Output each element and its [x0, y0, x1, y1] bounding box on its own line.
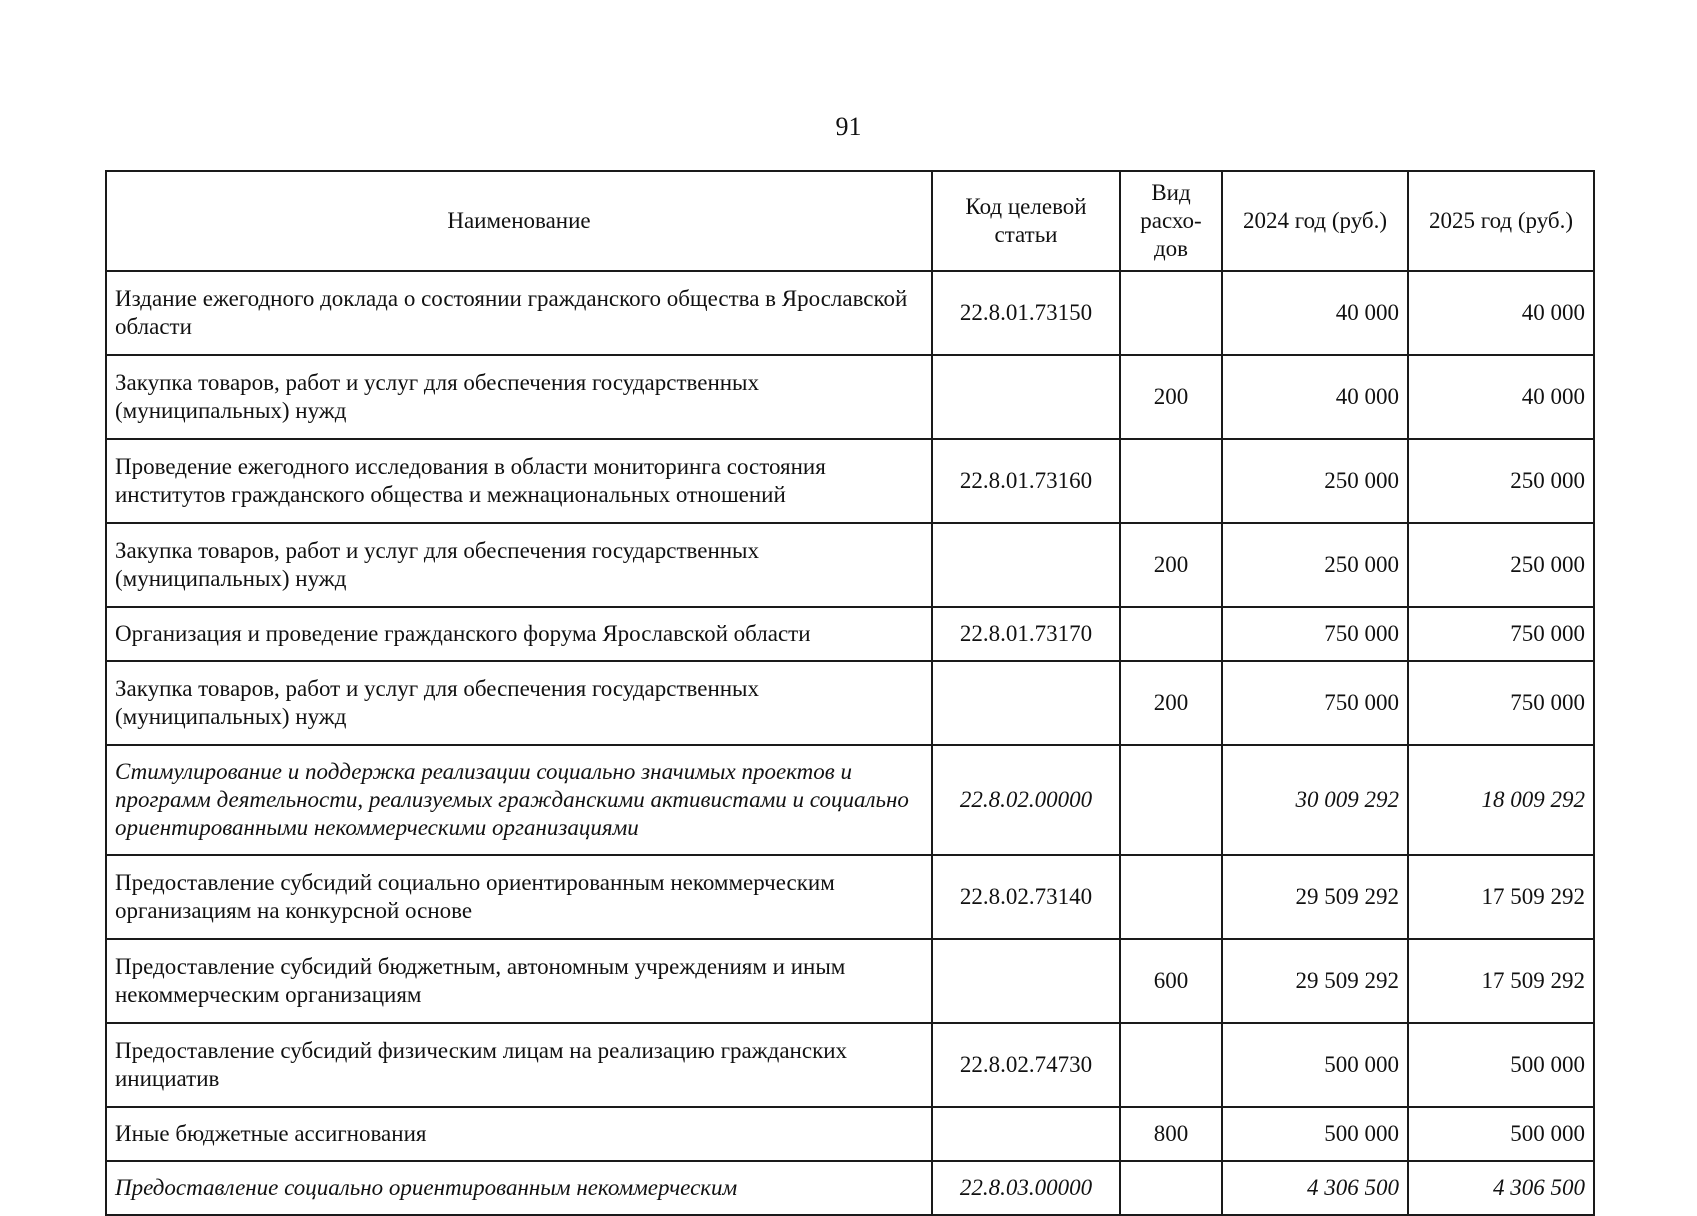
row-code — [932, 523, 1120, 607]
row-code: 22.8.03.00000 — [932, 1161, 1120, 1215]
page-number: 91 — [835, 112, 862, 141]
row-name: Предоставление социально ориентированным некоммерческим — [106, 1161, 932, 1215]
row-expense-type — [1120, 855, 1222, 939]
row-amount-2024: 250 000 — [1222, 439, 1408, 523]
table-row — [106, 661, 1594, 745]
row-expense-type: 800 — [1120, 1107, 1222, 1161]
table-row — [106, 355, 1594, 439]
header-expense-type: Вид расхо-дов — [1120, 171, 1222, 271]
table-row — [106, 745, 1594, 855]
row-name: Предоставление субсидий бюджетным, автономным учреждениям и иным некоммерческим организациям — [106, 939, 932, 1023]
row-name: Проведение ежегодного исследования в области мониторинга состояния институтов гражданского общества и межнациональных отношений — [106, 439, 932, 523]
header-2025: 2025 год (руб.) — [1408, 171, 1594, 271]
row-amount-2025: 40 000 — [1408, 355, 1594, 439]
row-name: Издание ежегодного доклада о состоянии гражданского общества в Ярославской области — [106, 271, 932, 355]
row-code: 22.8.02.74730 — [932, 1023, 1120, 1107]
row-name: Иные бюджетные ассигнования — [106, 1107, 932, 1161]
row-name: Закупка товаров, работ и услуг для обеспечения государственных (муниципальных) нужд — [106, 523, 932, 607]
row-code: 22.8.02.00000 — [932, 745, 1120, 855]
header-code: Код целевой статьи — [932, 171, 1120, 271]
row-name: Закупка товаров, работ и услуг для обеспечения государственных (муниципальных) нужд — [106, 355, 932, 439]
header-name: Наименование — [106, 171, 932, 271]
row-code: 22.8.02.73140 — [932, 855, 1120, 939]
row-amount-2025: 250 000 — [1408, 439, 1594, 523]
table-header-row — [106, 171, 1594, 271]
table-row — [106, 271, 1594, 355]
row-code: 22.8.01.73160 — [932, 439, 1120, 523]
table-row — [106, 607, 1594, 661]
row-amount-2025: 250 000 — [1408, 523, 1594, 607]
row-code — [932, 661, 1120, 745]
row-expense-type: 200 — [1120, 661, 1222, 745]
table-row — [106, 939, 1594, 1023]
row-name: Организация и проведение гражданского форума Ярославской области — [106, 607, 932, 661]
row-amount-2024: 30 009 292 — [1222, 745, 1408, 855]
table-row — [106, 439, 1594, 523]
table-row — [106, 1161, 1594, 1215]
row-amount-2024: 4 306 500 — [1222, 1161, 1408, 1215]
row-code — [932, 939, 1120, 1023]
row-expense-type — [1120, 271, 1222, 355]
row-amount-2025: 750 000 — [1408, 661, 1594, 745]
row-amount-2024: 250 000 — [1222, 523, 1408, 607]
row-amount-2024: 29 509 292 — [1222, 855, 1408, 939]
table-row — [106, 855, 1594, 939]
row-expense-type — [1120, 745, 1222, 855]
row-amount-2024: 29 509 292 — [1222, 939, 1408, 1023]
row-amount-2025: 500 000 — [1408, 1107, 1594, 1161]
row-amount-2025: 18 009 292 — [1408, 745, 1594, 855]
budget-table — [105, 170, 1595, 1216]
header-2024: 2024 год (руб.) — [1222, 171, 1408, 271]
row-amount-2025: 750 000 — [1408, 607, 1594, 661]
row-amount-2025: 17 509 292 — [1408, 939, 1594, 1023]
row-amount-2024: 500 000 — [1222, 1107, 1408, 1161]
row-expense-type: 200 — [1120, 523, 1222, 607]
row-code — [932, 1107, 1120, 1161]
row-amount-2024: 500 000 — [1222, 1023, 1408, 1107]
row-amount-2024: 40 000 — [1222, 271, 1408, 355]
row-expense-type — [1120, 607, 1222, 661]
row-code: 22.8.01.73170 — [932, 607, 1120, 661]
row-expense-type: 200 — [1120, 355, 1222, 439]
table-row — [106, 1107, 1594, 1161]
row-amount-2025: 500 000 — [1408, 1023, 1594, 1107]
row-name: Стимулирование и поддержка реализации социально значимых проектов и программ деятельности, реализуемых гражданскими активистами и социально ориентированными некоммерческими организациями — [106, 745, 932, 855]
row-name: Закупка товаров, работ и услуг для обеспечения государственных (муниципальных) нужд — [106, 661, 932, 745]
row-name: Предоставление субсидий социально ориентированным некоммерческим организациям на конкурсной основе — [106, 855, 932, 939]
table-row — [106, 523, 1594, 607]
row-name: Предоставление субсидий физическим лицам на реализацию гражданских инициатив — [106, 1023, 932, 1107]
row-amount-2025: 40 000 — [1408, 271, 1594, 355]
row-expense-type — [1120, 439, 1222, 523]
row-expense-type — [1120, 1023, 1222, 1107]
row-amount-2025: 4 306 500 — [1408, 1161, 1594, 1215]
row-expense-type: 600 — [1120, 939, 1222, 1023]
row-code: 22.8.01.73150 — [932, 271, 1120, 355]
row-amount-2025: 17 509 292 — [1408, 855, 1594, 939]
row-amount-2024: 750 000 — [1222, 661, 1408, 745]
row-expense-type — [1120, 1161, 1222, 1215]
row-amount-2024: 40 000 — [1222, 355, 1408, 439]
table-row — [106, 1023, 1594, 1107]
row-code — [932, 355, 1120, 439]
row-amount-2024: 750 000 — [1222, 607, 1408, 661]
